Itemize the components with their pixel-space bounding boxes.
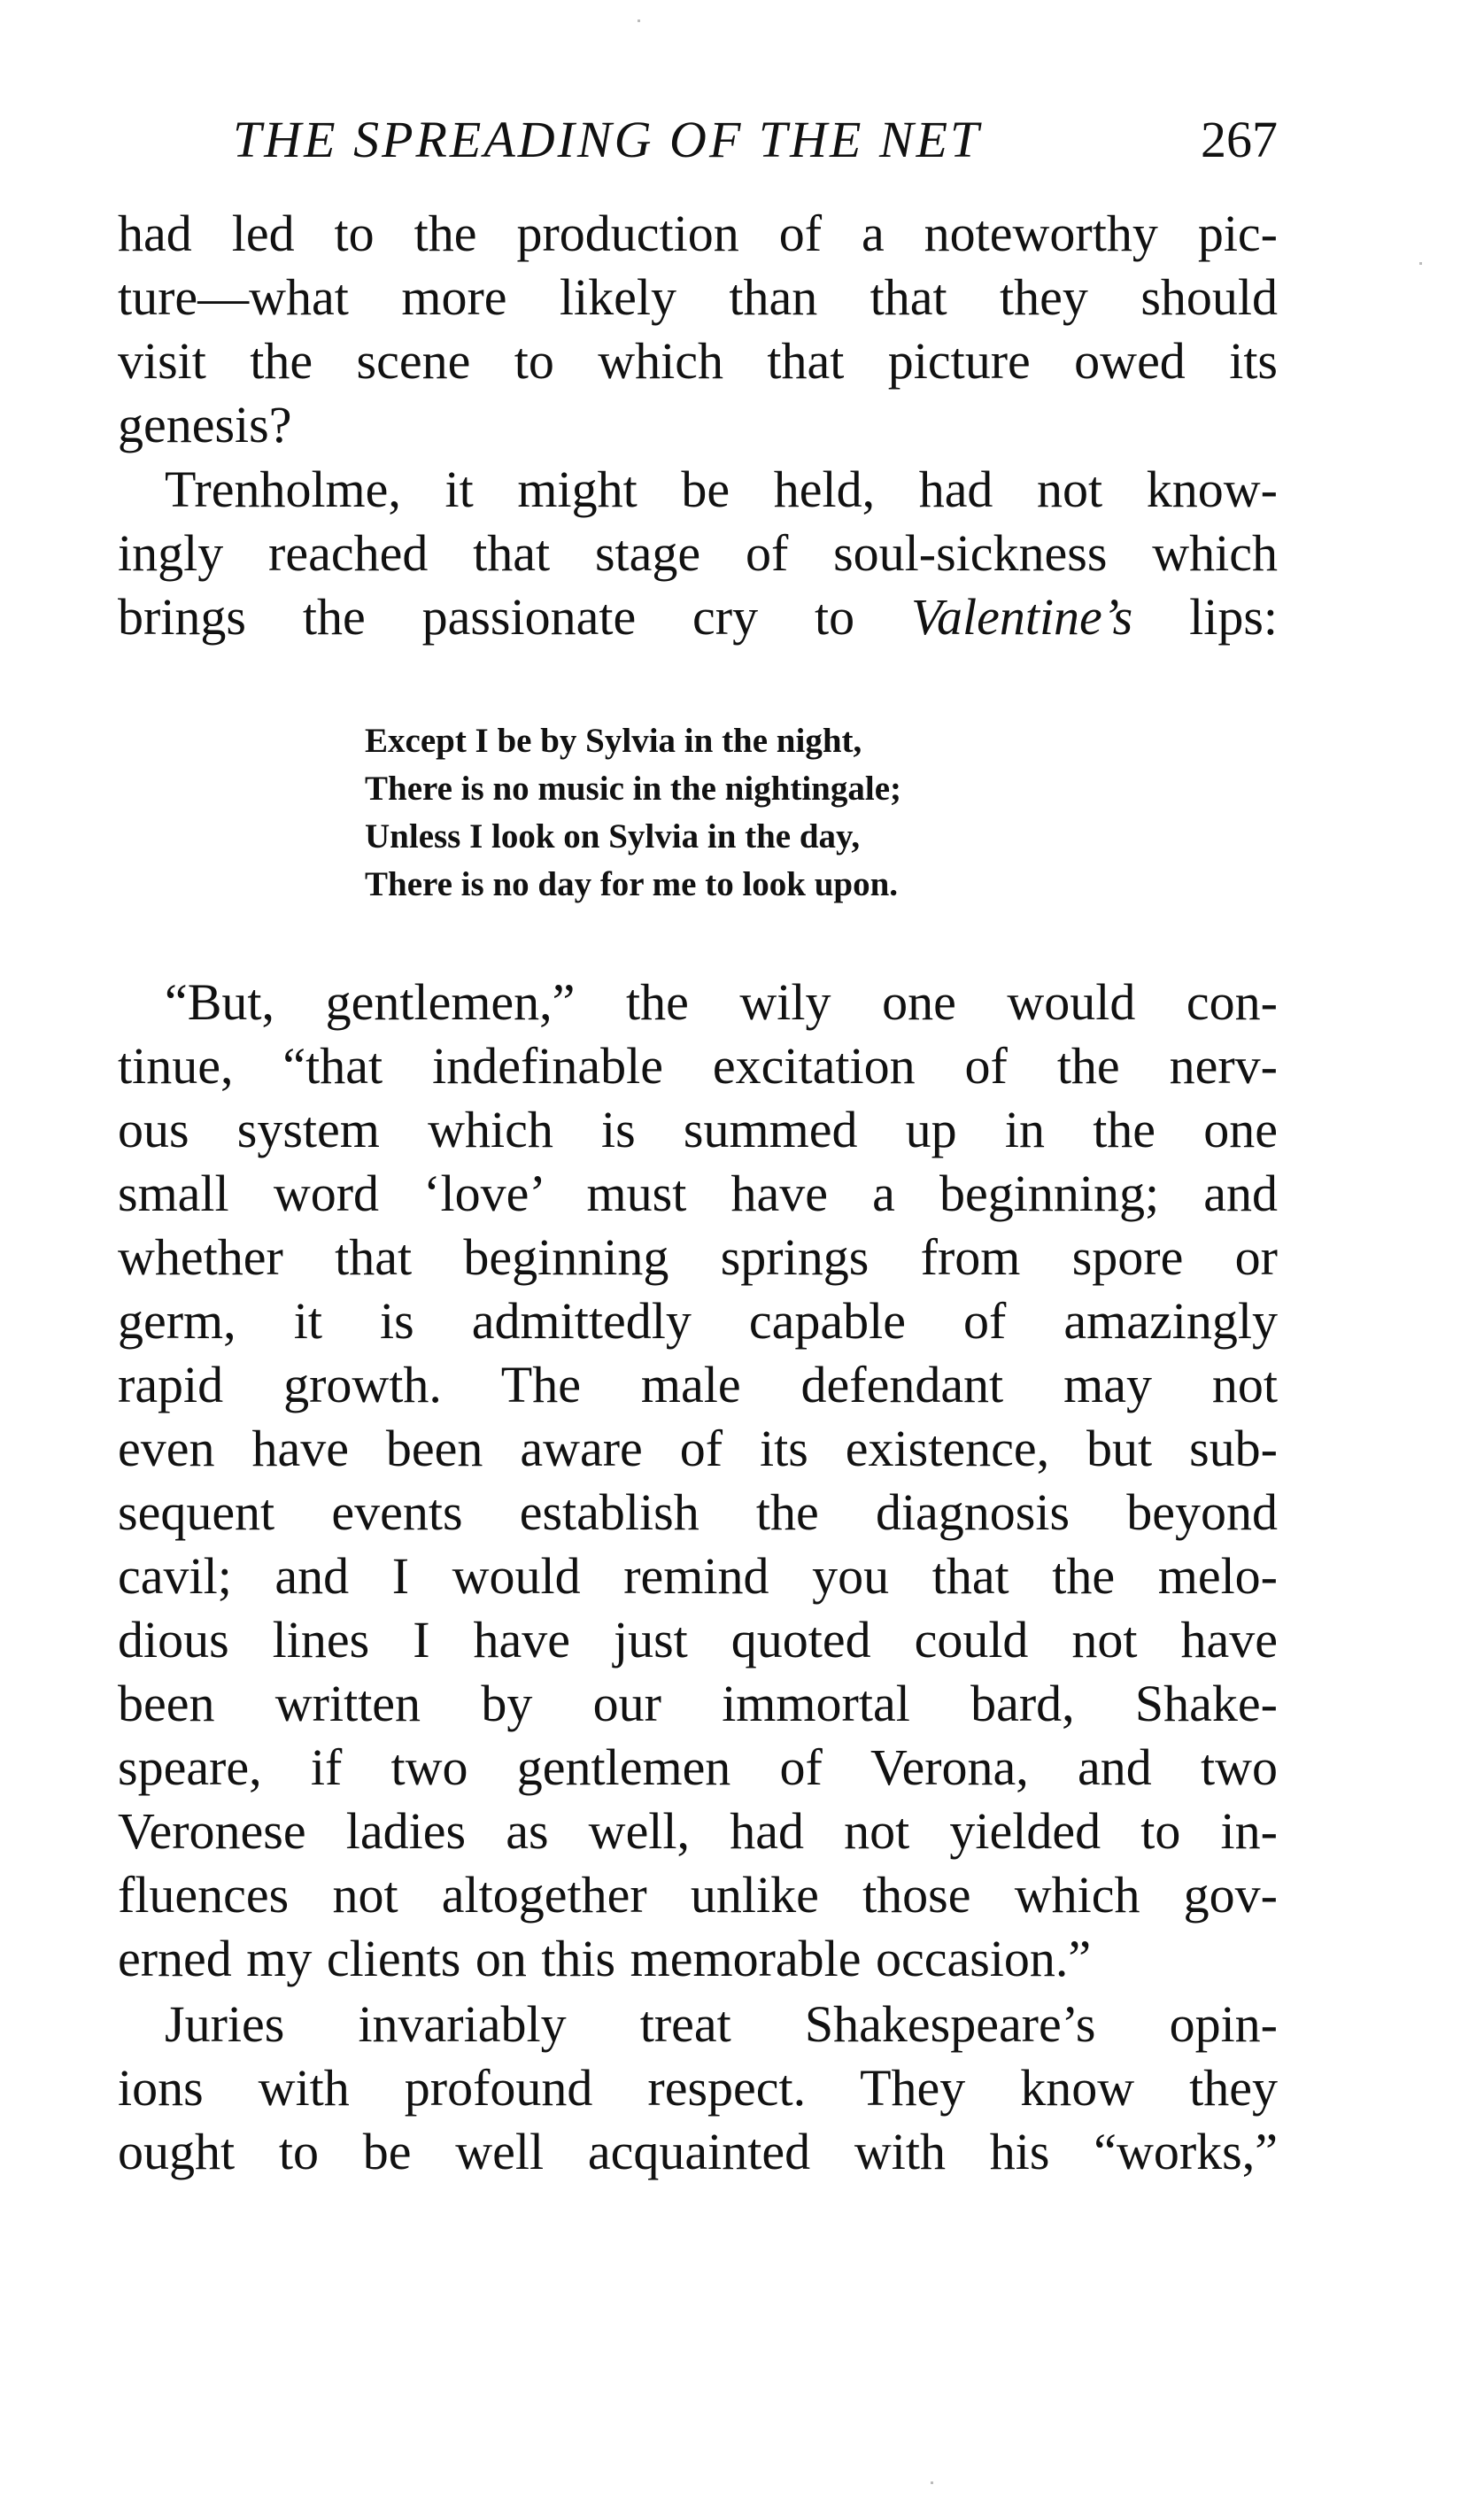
text-line: speare, if two gentlemen of Verona, and two bbox=[118, 1738, 1278, 1796]
text-line: genesis? bbox=[118, 396, 292, 453]
text-line: ions with profound respect. They know they bbox=[118, 2059, 1278, 2117]
scan-speck bbox=[1419, 262, 1422, 265]
running-title: THE SPREADING OF THE NET bbox=[233, 111, 982, 168]
italic-name: Valentine’s bbox=[910, 588, 1133, 646]
text-line: rapid growth. The male defendant may not bbox=[118, 1356, 1278, 1413]
scan-speck bbox=[638, 19, 640, 22]
text-line: been written by our immortal bard, Shake- bbox=[118, 1675, 1278, 1732]
text-line: Juries invariably treat Shakespeare’s opin- bbox=[165, 1995, 1278, 2053]
text-line: ingly reached that stage of soul-sickness which bbox=[118, 524, 1278, 582]
scan-speck bbox=[931, 2481, 933, 2484]
paragraph-1 bbox=[118, 202, 1278, 457]
text-segment: lips: bbox=[1189, 588, 1279, 646]
page-number: 267 bbox=[1201, 111, 1278, 168]
text-line: ous system which is summed up in the one bbox=[118, 1101, 1278, 1158]
running-head bbox=[118, 105, 1278, 175]
text-line: fluences not altogether unlike those which gov- bbox=[118, 1866, 1278, 1924]
text-segment: brings the passionate cry to bbox=[118, 588, 855, 646]
text-line: Veronese ladies as well, had not yielded to in- bbox=[118, 1802, 1278, 1860]
verse-line: Unless I look on Sylvia in the day, bbox=[365, 817, 861, 855]
verse-quotation bbox=[365, 717, 1162, 909]
verse-line: Except I be by Sylvia in the night, bbox=[365, 722, 862, 760]
paragraph-2 bbox=[118, 458, 1278, 649]
text-line: germ, it is admittedly capable of amazingly bbox=[118, 1292, 1278, 1350]
text-line: tinue, “that indefinable excitation of the nerv- bbox=[118, 1037, 1278, 1095]
paragraph-4 bbox=[118, 1993, 1278, 2184]
verse-line: There is no day for me to look upon. bbox=[365, 865, 899, 903]
text-line: ought to be well acquainted with his “works,” bbox=[118, 2123, 1278, 2180]
text-line: erned my clients on this memorable occasion.” bbox=[118, 1930, 1092, 1987]
text-line: small word ‘love’ must have a beginning; and bbox=[118, 1165, 1278, 1222]
text-line-with-italic bbox=[118, 585, 1278, 649]
text-line: even have been aware of its existence, but sub- bbox=[118, 1420, 1278, 1477]
text-line: dious lines I have just quoted could not have bbox=[118, 1611, 1278, 1668]
paragraph-3 bbox=[118, 971, 1278, 1991]
text-line: cavil; and I would remind you that the melo- bbox=[118, 1547, 1278, 1605]
text-line: “But, gentlemen,” the wily one would con- bbox=[165, 973, 1278, 1031]
text-line: Trenholme, it might be held, had not know- bbox=[165, 461, 1278, 518]
verse-line: There is no music in the nightingale; bbox=[365, 770, 902, 808]
text-line: whether that beginning springs from spore or bbox=[118, 1228, 1278, 1286]
text-line: ture—what more likely than that they should bbox=[118, 268, 1278, 326]
text-line: visit the scene to which that picture owed its bbox=[118, 332, 1278, 390]
text-line: had led to the production of a noteworthy pic- bbox=[118, 205, 1278, 262]
text-line: sequent events establish the diagnosis beyond bbox=[118, 1483, 1278, 1541]
